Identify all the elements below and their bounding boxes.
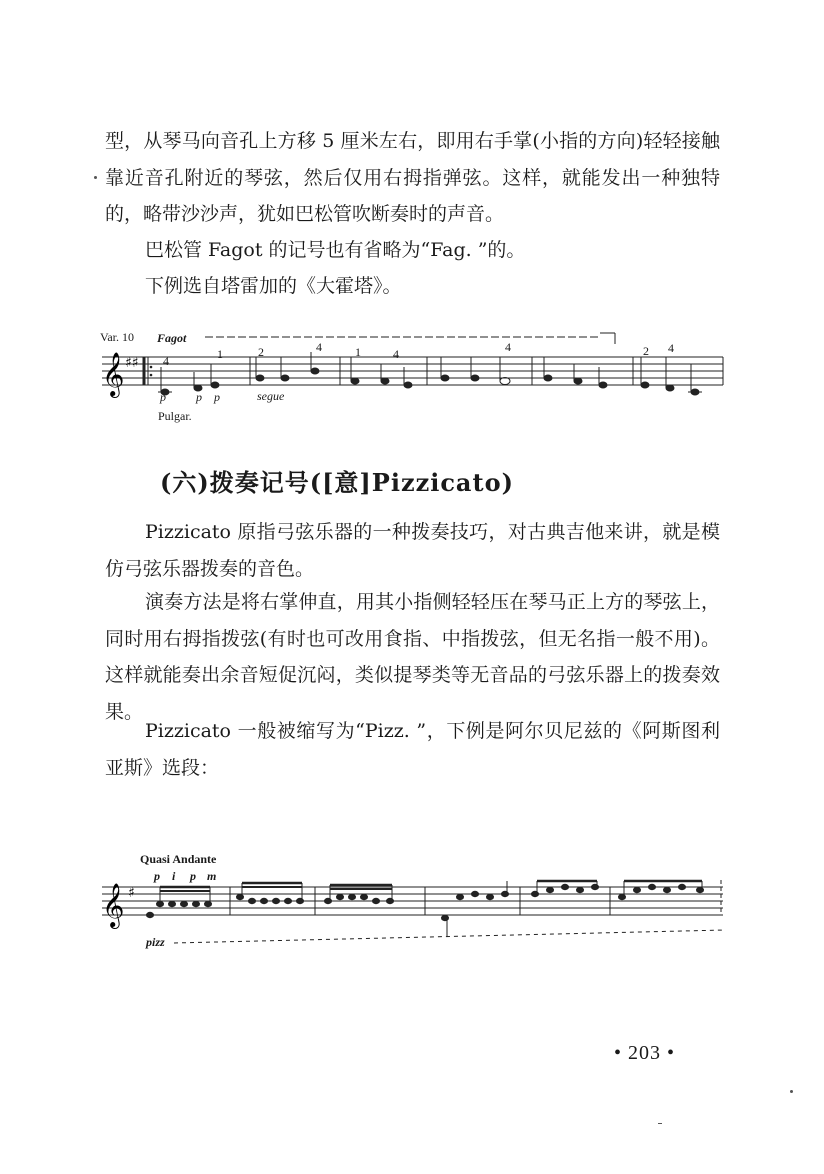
svg-text:i: i (172, 869, 176, 883)
paragraph-1: 型，从琴马向音孔上方移 5 厘米左右，即用右手掌(小指的方向)轻轻接触靠近音孔附近的琴弦，然后仅用右拇指弹弦。这样，就能发出一种独特的，略带沙沙声，犹如巴松管吹断奏时的声音。 (105, 130, 720, 225)
finger-mark-2: p (214, 390, 220, 404)
paragraph-3: 下例选自塔雷加的《大霍塔》。 (145, 275, 402, 297)
svg-text:♯: ♯ (128, 885, 135, 901)
music-example-fagot (100, 322, 740, 432)
notes (158, 352, 702, 395)
treble-clef-icon: 𝄞 (102, 883, 125, 927)
svg-text:p: p (154, 869, 160, 883)
scan-speck (790, 1090, 793, 1093)
segue-label: segue (257, 389, 285, 403)
page-number: • 203 • (614, 1042, 676, 1064)
svg-text:2: 2 (258, 345, 264, 359)
paragraph-4: Pizzicato 原指弓弦乐器的一种拨奏技巧，对古典吉他来讲，就是模仿弓弦乐器拨奏的音色。 (105, 521, 720, 580)
svg-text:4: 4 (316, 340, 322, 354)
tempo-marking: Quasi Andante (140, 852, 217, 866)
paragraph-5: 演奏方法是将右掌伸直，用其小指侧轻轻压在琴马正上方的琴弦上，同时用右拇指拨弦(有时也可改用食指、中指拨弦，但无名指一般不用)。这样就能奏出余音短促沉闷，类似提琴类等无音品的弓弦乐器上的拨奏效果。 (105, 591, 720, 723)
section-heading: (六)拨奏记号([意]Pizzicato) (160, 468, 514, 497)
paragraph-2: 巴松管 Fagot 的记号也有省略为“Fag. ”的。 (145, 239, 526, 261)
svg-text:♯♯: ♯♯ (125, 355, 139, 371)
svg-text:1: 1 (355, 345, 361, 359)
svg-text:1: 1 (217, 347, 223, 361)
scan-speck (94, 176, 97, 179)
finger-mark-1: p (196, 390, 202, 404)
paragraph-6: Pizzicato 一般被缩写为“Pizz. ”，下例是阿尔贝尼兹的《阿斯图利亚斯》选段： (105, 720, 720, 779)
svg-text:m: m (207, 869, 217, 883)
technique-label: Pulgar. (158, 409, 192, 423)
svg-text:4: 4 (163, 354, 169, 368)
dynamic-mark: p (160, 390, 166, 404)
pizz-label: pizz (146, 935, 165, 949)
svg-text:4: 4 (393, 347, 399, 361)
instrument-label: Fagot (157, 331, 187, 345)
staff (102, 357, 723, 385)
svg-text:2: 2 (643, 344, 649, 358)
variation-label: Var. 10 (100, 330, 134, 344)
svg-text:p: p (190, 869, 196, 883)
music-example-pizzicato (100, 845, 730, 955)
scan-speck (658, 1123, 662, 1124)
svg-text:4: 4 (668, 341, 674, 355)
treble-clef-icon: 𝄞 (102, 352, 125, 396)
svg-text:4: 4 (505, 340, 511, 354)
right-hand-fingers (153, 869, 216, 883)
